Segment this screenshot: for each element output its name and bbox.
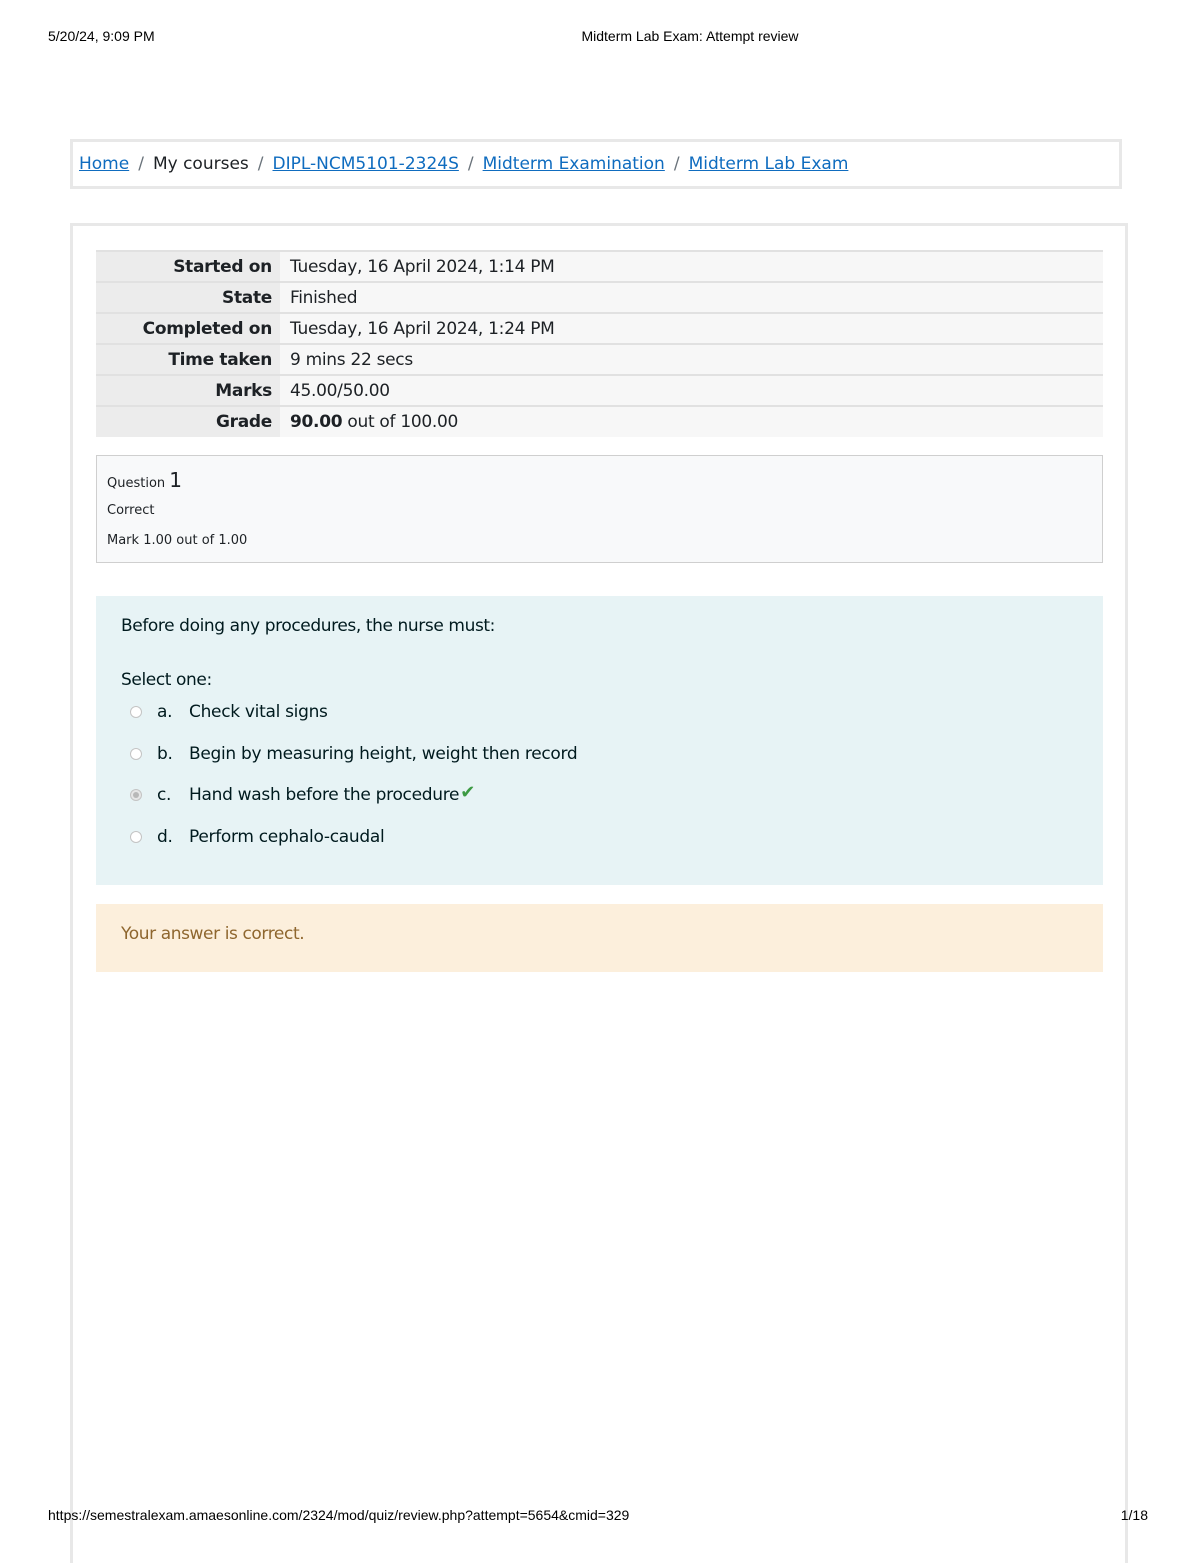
table-row — [96, 406, 1103, 437]
radio-button[interactable] — [130, 748, 142, 760]
feedback-text: Your answer is correct. — [121, 924, 305, 944]
radio-button[interactable] — [130, 706, 142, 718]
radio-button-selected[interactable] — [130, 789, 142, 801]
table-row — [96, 375, 1103, 406]
breadcrumb-separator: / — [138, 154, 144, 174]
time-taken-value: 9 mins 22 secs — [280, 344, 1103, 375]
answer-option-b[interactable] — [130, 741, 577, 767]
table-row — [96, 282, 1103, 313]
state-value: Finished — [280, 282, 1103, 313]
breadcrumb-separator: / — [467, 154, 474, 174]
select-one-prompt: Select one: — [121, 670, 212, 690]
option-letter: b. — [157, 744, 173, 764]
question-number-value: 1 — [169, 468, 183, 492]
grade-value: 90.00 — [290, 412, 343, 432]
radio-button[interactable] — [130, 831, 142, 843]
started-on-value: Tuesday, 16 April 2024, 1:14 PM — [280, 251, 1103, 282]
started-on-label: Started on — [96, 251, 280, 282]
table-row — [96, 344, 1103, 375]
marks-value: 45.00/50.00 — [280, 375, 1103, 406]
grade-cell — [280, 406, 1103, 437]
question-mark: Mark 1.00 out of 1.00 — [107, 533, 248, 548]
breadcrumb-home-link[interactable]: Home — [79, 154, 130, 174]
option-text: Perform cephalo-caudal — [189, 827, 385, 847]
answer-option-c[interactable] — [130, 782, 475, 808]
grade-label: Grade — [96, 406, 280, 437]
breadcrumb-separator: / — [257, 154, 264, 174]
option-text: Begin by measuring height, weight then record — [189, 744, 578, 764]
breadcrumb-course-link[interactable]: DIPL-NCM5101-2324S — [272, 154, 459, 174]
answer-option-a[interactable] — [130, 699, 328, 725]
breadcrumb-quiz-link[interactable]: Midterm Lab Exam — [688, 154, 849, 174]
answer-feedback — [96, 904, 1103, 972]
answer-option-d[interactable] — [130, 824, 384, 850]
state-label: State — [96, 282, 280, 313]
print-header — [0, 28, 1200, 48]
print-url: https://semestralexam.amaesonline.com/2324/mod/quiz/review.php?attempt=5654&cmid=329 — [48, 1507, 630, 1523]
print-title: Midterm Lab Exam: Attempt review — [581, 28, 799, 44]
attempt-summary-table — [96, 250, 1103, 437]
grade-suffix: out of 100.00 — [342, 412, 459, 432]
question-text: Before doing any procedures, the nurse must: — [121, 616, 495, 636]
question-info-box — [96, 455, 1103, 563]
table-row — [96, 251, 1103, 282]
question-formulation — [96, 596, 1103, 885]
completed-on-label: Completed on — [96, 313, 280, 344]
table-row — [96, 313, 1103, 344]
option-letter: d. — [157, 827, 173, 847]
breadcrumb-section-link[interactable]: Midterm Examination — [482, 154, 665, 174]
breadcrumb-separator: / — [673, 154, 680, 174]
print-page-number: 1/18 — [1120, 1507, 1148, 1523]
correct-check-icon: ✔ — [460, 781, 475, 803]
marks-label: Marks — [96, 375, 280, 406]
question-state: Correct — [107, 503, 155, 518]
print-footer — [0, 1507, 1200, 1527]
completed-on-value: Tuesday, 16 April 2024, 1:24 PM — [280, 313, 1103, 344]
breadcrumb-my-courses: My courses — [152, 154, 249, 174]
option-letter: a. — [157, 702, 173, 722]
option-letter: c. — [157, 785, 172, 805]
option-text: Hand wash before the procedure — [189, 785, 460, 805]
time-taken-label: Time taken — [96, 344, 280, 375]
question-label: Question — [107, 476, 170, 491]
print-datetime: 5/20/24, 9:09 PM — [48, 28, 155, 44]
question-number — [107, 468, 182, 492]
option-text: Check vital signs — [189, 702, 328, 722]
breadcrumb — [70, 139, 1122, 189]
